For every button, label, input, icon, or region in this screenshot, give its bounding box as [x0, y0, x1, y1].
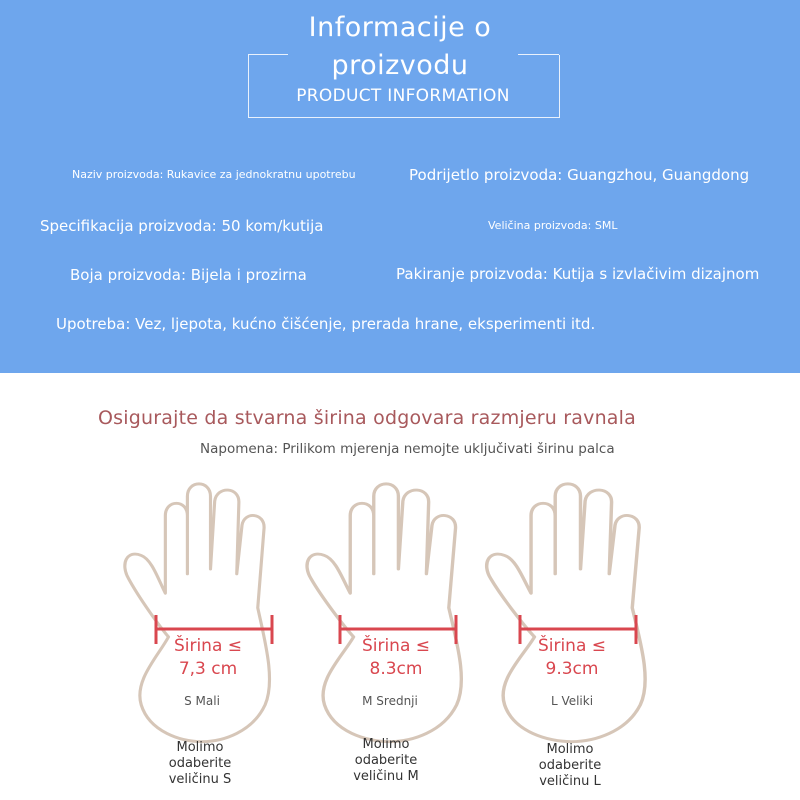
title-english: PRODUCT INFORMATION: [296, 86, 510, 106]
size-guide-title: Osigurajte da stvarna širina odgovara razmjeru ravnala: [98, 407, 636, 429]
choose-m-line3: veličinu M: [353, 769, 419, 784]
choose-l-line1: Molimo: [546, 742, 594, 757]
info-product-color: Boja proizvoda: Bijela i prozirna: [70, 266, 307, 284]
hand-illustrations: [0, 460, 800, 760]
title-line-2: proizvodu: [331, 50, 469, 81]
size-name-s: S Mali: [184, 694, 220, 708]
info-product-packaging: Pakiranje proizvoda: Kutija s izvlačivim dizajnom: [396, 265, 760, 283]
choose-s-line3: veličinu S: [168, 772, 232, 787]
title-line-1: Informacije o: [308, 12, 492, 43]
info-product-size: Veličina proizvoda: SML: [488, 219, 618, 232]
size-guide-note: Napomena: Prilikom mjerenja nemojte uključivati širinu palca: [200, 441, 615, 457]
info-product-usage: Upotreba: Vez, ljepota, kućno čišćenje, prerada hrane, eksperimenti itd.: [56, 315, 596, 333]
width-label-l: [514, 635, 630, 681]
width-label-m-title: Širina ≤: [361, 636, 431, 656]
info-product-name: Naziv proizvoda: Rukavice za jednokratnu upotrebu: [72, 168, 356, 181]
width-value-s: 7,3 cm: [178, 659, 238, 679]
width-value-m: 8.3cm: [369, 659, 423, 679]
width-label-s-title: Širina ≤: [173, 636, 243, 656]
choose-m-line1: Molimo: [362, 737, 410, 752]
info-product-origin: Podrijetlo proizvoda: Guangzhou, Guangdong: [409, 166, 750, 184]
choose-size-m: [336, 737, 436, 785]
size-name-m: M Srednji: [362, 694, 418, 708]
choose-size-s: [150, 740, 250, 788]
width-value-l: 9.3cm: [545, 659, 599, 679]
choose-l-line3: veličinu L: [539, 774, 601, 789]
choose-size-l: [520, 742, 620, 790]
width-label-s: [150, 635, 266, 681]
choose-s-line1: Molimo: [176, 740, 224, 755]
width-label-l-title: Širina ≤: [537, 636, 607, 656]
info-product-specification: Specifikacija proizvoda: 50 kom/kutija: [40, 217, 324, 235]
width-label-m: [338, 635, 454, 681]
choose-m-line2: odaberite: [354, 753, 418, 768]
choose-l-line2: odaberite: [538, 758, 602, 773]
choose-s-line2: odaberite: [168, 756, 232, 771]
size-name-l: L Veliki: [550, 694, 594, 708]
